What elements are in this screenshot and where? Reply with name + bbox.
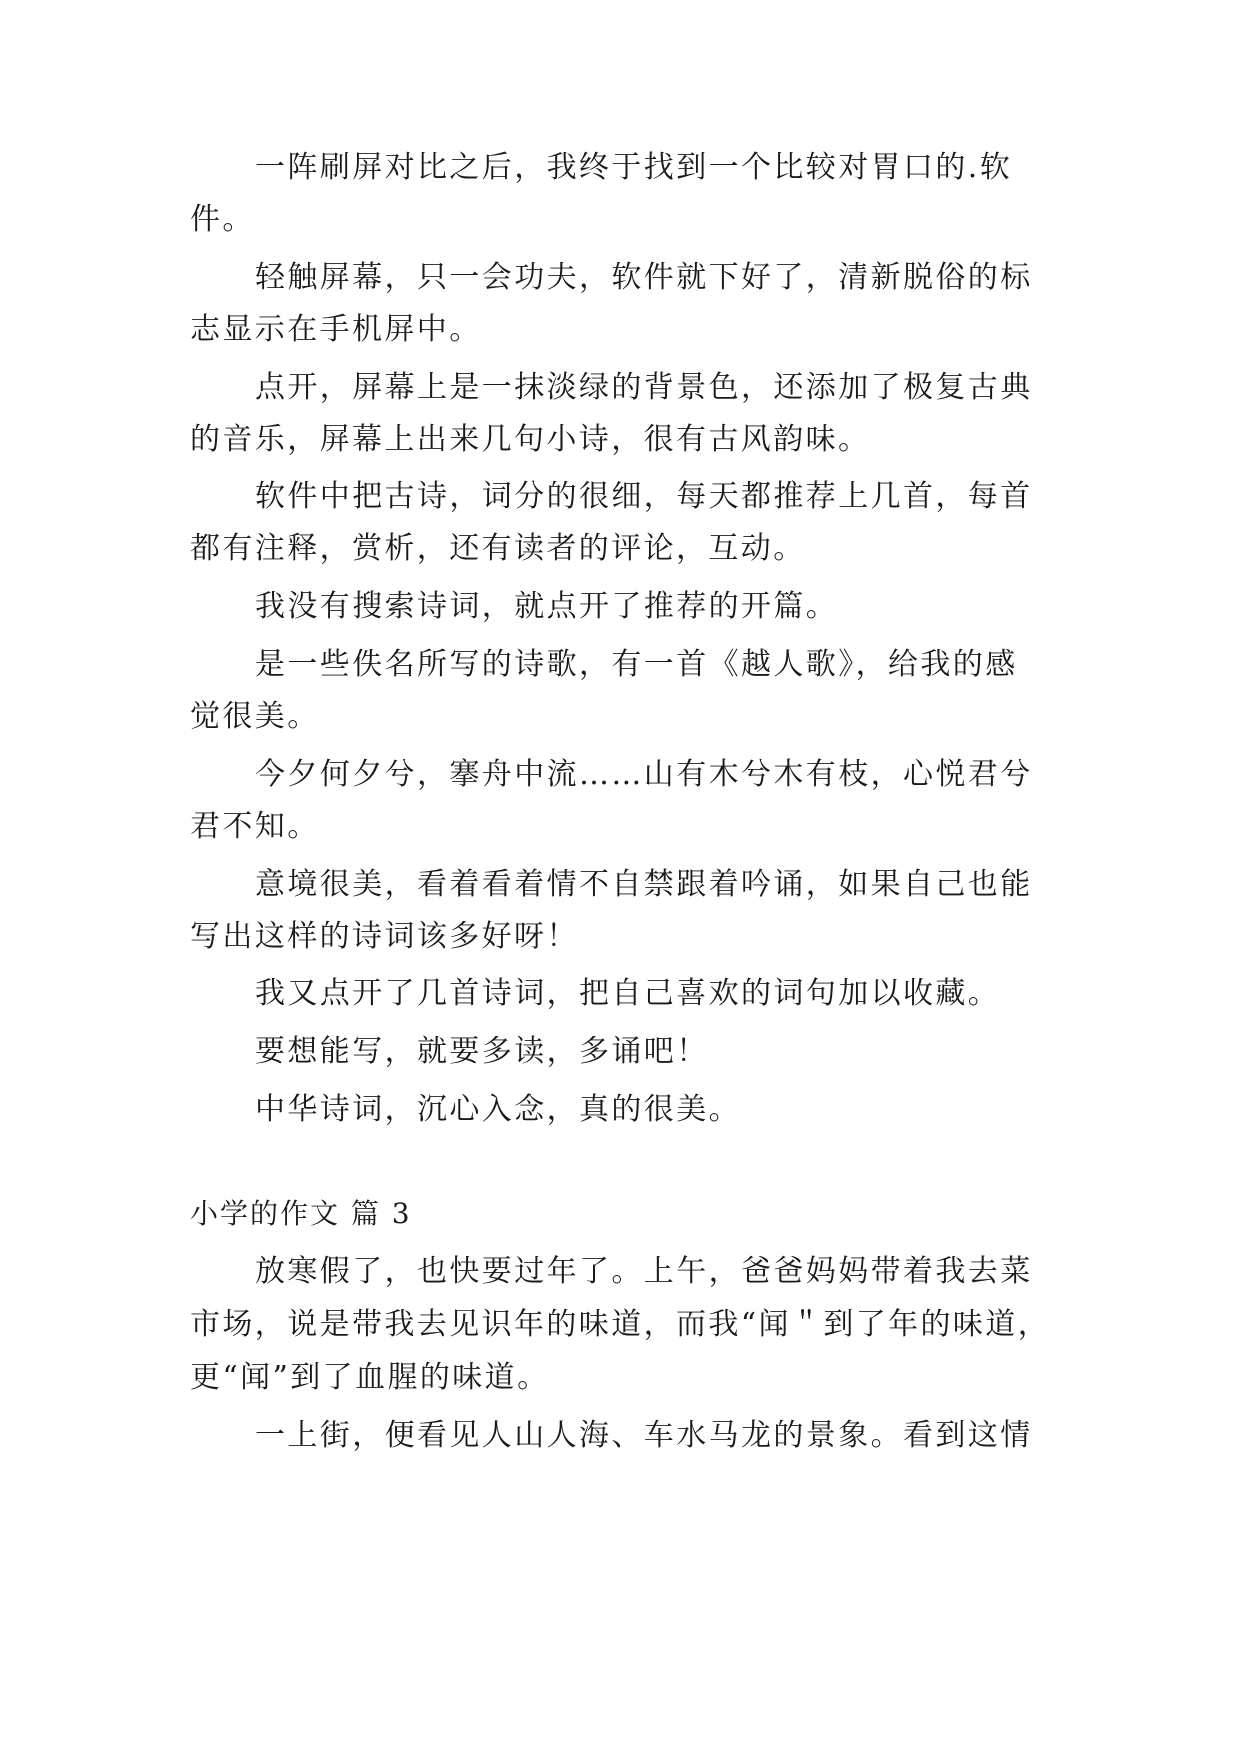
paragraph-line: 放寒假了，也快要过年了。上午，爸爸妈妈带着我去菜 — [255, 1254, 1033, 1289]
paragraph-line: 一上街，便看见人山人海、车水马龙的景象。看到这情 — [255, 1418, 1033, 1453]
paragraph-line: 意境很美，看着看着情不自禁跟着吟诵，如果自己也能 — [255, 867, 1033, 902]
paragraph-line: 点开，屏幕上是一抹淡绿的背景色，还添加了极复古典 — [255, 370, 1033, 405]
section-heading: 小学的作文 篇 3 — [190, 1197, 412, 1230]
paragraph-line: 志显示在手机屏中。 — [190, 312, 482, 347]
paragraph-line: 中华诗词，沉心入念，真的很美。 — [255, 1092, 741, 1127]
paragraph-line: 君不知。 — [190, 809, 320, 844]
paragraph-line: 要想能写，就要多读，多诵吧！ — [255, 1034, 709, 1069]
paragraph-line: 市场，说是带我去见识年的味道，而我“闻＂到了年的味道， — [190, 1307, 1051, 1342]
paragraph-line: 写出这样的诗词该多好呀！ — [190, 919, 579, 954]
paragraph-line: 更“闻”到了血腥的味道。 — [190, 1360, 550, 1395]
paragraph-line: 软件中把古诗，词分的很细，每天都推荐上几首，每首 — [255, 479, 1033, 514]
paragraph-line: 我又点开了几首诗词，把自己喜欢的词句加以收藏。 — [255, 976, 1001, 1011]
paragraph-line: 一阵刷屏对比之后，我终于找到一个比较对胃口的.软 — [255, 150, 1013, 185]
paragraph-line: 的音乐，屏幕上出来几句小诗，很有古风韵味。 — [190, 422, 871, 457]
paragraph-line: 今夕何夕兮，搴舟中流……山有木兮木有枝，心悦君兮 — [255, 757, 1033, 792]
paragraph-line: 是一些佚名所写的诗歌，有一首《越人歌》，给我的感 — [255, 647, 1018, 682]
paragraph-line: 觉很美。 — [190, 699, 320, 734]
paragraph-line: 都有注释，赏析，还有读者的评论，互动。 — [190, 531, 806, 566]
paragraph-line: 件。 — [190, 202, 255, 237]
paragraph-line: 轻触屏幕，只一会功夫，软件就下好了，清新脱俗的标 — [255, 260, 1033, 295]
paragraph-line: 我没有搜索诗词，就点开了推荐的开篇。 — [255, 589, 839, 624]
